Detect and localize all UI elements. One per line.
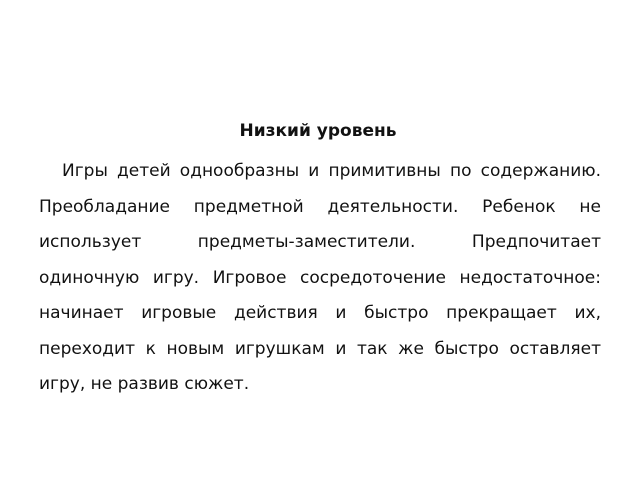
body-paragraph: Игры детей однообразны и примитивны по содержанию. Преобладание предметной деятельности. Ребенок не использует предметы-заместители. Предпочитает одиночную игру. Игровое сосредоточение недостаточное: начинает игровые действия и быстро прекращает их, переходит к новым игрушкам и так же быстро оставляет игру, не развив сюжет.: [39, 161, 601, 394]
section-heading: Низкий уровень: [239, 121, 397, 141]
